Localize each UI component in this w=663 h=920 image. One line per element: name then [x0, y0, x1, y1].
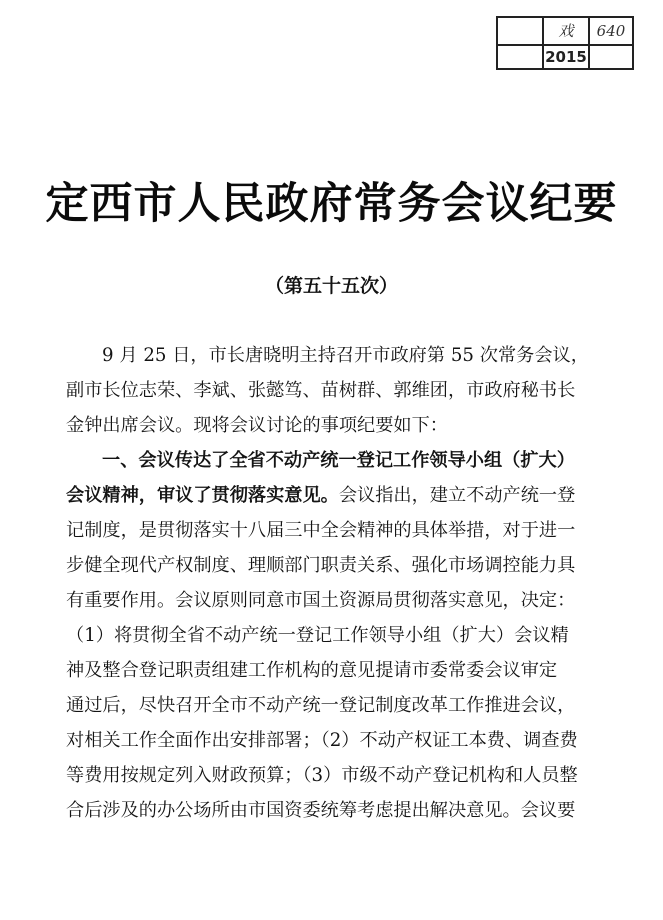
- body-line: （1）将贯彻全省不动产统一登记工作领导小组（扩大）会议精: [66, 625, 569, 646]
- body-line: 有重要作用。会议原则同意市国土资源局贯彻落实意见，决定：: [66, 590, 576, 611]
- body-line: 步健全现代产权制度、理顺部门职责关系、强化市场调控能力具: [66, 555, 576, 576]
- body-line-mixed: [66, 478, 616, 513]
- stamp-cell-blank: [498, 18, 544, 44]
- body-line: 通过后，尽快召开全市不动产统一登记制度改革工作推进会议，: [66, 695, 576, 716]
- session-number: （第五十五次）: [264, 275, 398, 297]
- stamp-bottom-row: [498, 46, 632, 68]
- stamp-number: 640: [596, 22, 626, 40]
- stamp-year: 2015: [544, 46, 590, 68]
- body-line: 9 月 25 日，市长唐晓明主持召开市政府第 55 次常务会议，: [102, 345, 589, 366]
- body-text: 会议指出，建立不动产统一登: [338, 485, 576, 506]
- stamp-cell-blank-2: [498, 46, 544, 68]
- stamp-code: 戏: [544, 18, 590, 44]
- body-line: 记制度，是贯彻落实十八届三中全会精神的具体举措，对于进一: [66, 520, 576, 541]
- body-line: 对相关工作全面作出安排部署；（2）不动产权证工本费、调查费: [66, 730, 578, 751]
- document-title: 定西市人民政府常务会议纪要: [45, 179, 618, 229]
- document-body: [66, 338, 616, 828]
- body-line: 神及整合登记职责组建工作机构的意见提请市委常委会议审定: [66, 660, 558, 681]
- body-line: 金钟出席会议。现将会议讨论的事项纪要如下：: [66, 415, 448, 436]
- archive-stamp: [496, 16, 634, 70]
- section-heading-cont: 会议精神，审议了贯彻落实意见。: [66, 485, 339, 506]
- body-line: 等费用按规定列入财政预算；（3）市级不动产登记机构和人员整: [66, 765, 578, 786]
- body-line: 副市长位志荣、李斌、张懿笃、苗树群、郭维团，市政府秘书长: [66, 380, 576, 401]
- stamp-top-row: [498, 18, 632, 46]
- body-line: 合后涉及的办公场所由市国资委统筹考虑提出解决意见。会议要: [66, 800, 576, 821]
- section-heading: 一、会议传达了全省不动产统一登记工作领导小组（扩大）: [102, 450, 575, 471]
